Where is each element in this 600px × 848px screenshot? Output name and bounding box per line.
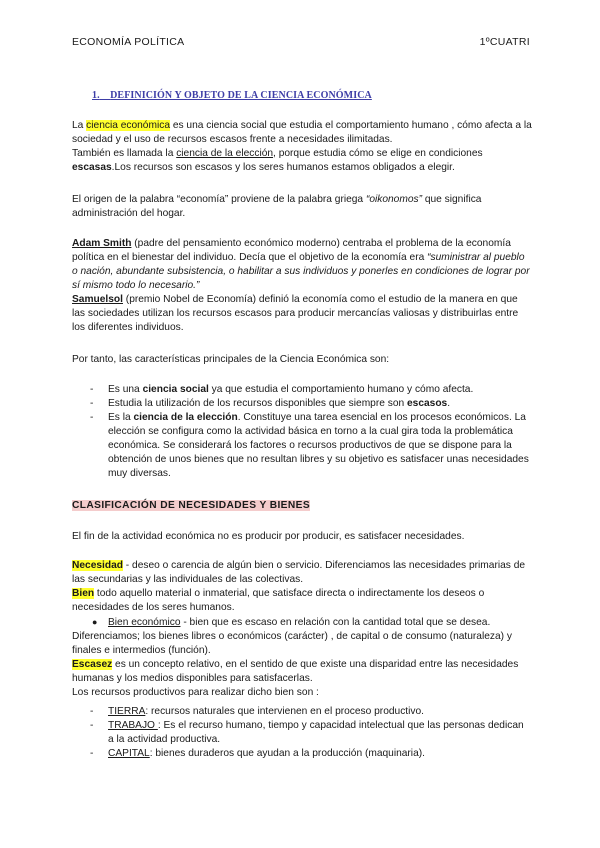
list-item: - Es una ciencia social ya que estudia el comportamiento humano y cómo afecta.	[72, 383, 532, 397]
paragraph-authors: Adam Smith (padre del pensamiento económico moderno) centraba el problema de la economía política en el bienestar del individuo. Decía que el objetivo de la economía era “suministrar al pueblo o nación, abundante subsistencia, o habilitar a sus individuos y ponerles en condiciones de lograr por sí mismo todo lo necesario.” Samuelsol (premio Nobel de Economía) definió la economía como el estudio de la manera en que las sociedades utilizan los recursos escasos para producir mercancías valiosas y distribuirlas entre los diferentes individuos.	[72, 238, 530, 333]
paragraph-scarcity: Diferenciamos; los bienes libres o económicos (carácter) , de capital o de consumo (naturaleza) y finales e intermedios (función). Escasez es un concepto relativo, en el sentido de que existe una disparidad entre las necesidades humanas y los medios disponibles para satisfacerlas. Los recursos productivos para realizar dicho bien son :	[72, 631, 519, 698]
paragraph-definition: La ciencia económica es una ciencia social que estudia el comportamiento humano , cómo afecta a la sociedad y el uso de recursos escasos frente a necesidades ilimitadas. También es llamada la ciencia de la elección, porque estudia cómo se elige en condiciones escasas.Los recursos son escasos y los seres humanos estamos obligados a elegir.	[72, 120, 532, 173]
characteristics-list	[72, 383, 532, 481]
section-1-number: 1.	[92, 90, 100, 101]
term-escasez: Escasez	[72, 659, 113, 670]
section-2-title: CLASIFICACIÓN DE NECESIDADES Y BIENES	[72, 500, 311, 511]
paragraph-needs-goods: Necesidad - deseo o carencia de algún bien o servicio. Diferenciamos las necesidades primarias de las secundarias y las individuales de las colectivas. Bien todo aquello material o inmaterial, que satisface directa o indirectamente los deseos o necesidades de los seres humanos.	[72, 560, 526, 613]
header-subject: ECONOMÍA POLÍTICA	[72, 36, 185, 48]
highlight-ciencia-economica: ciencia económica	[86, 120, 170, 131]
bullet-dot-icon: ●	[92, 617, 98, 627]
sub-item-bien-economico: Bien económico - bien que es escaso en relación con la cantidad total que se desea.	[108, 617, 491, 628]
paragraph-characteristics-intro: Por tanto, las características principales de la Ciencia Económica son:	[72, 354, 390, 365]
list-item: - TIERRA: recursos naturales que intervienen en el proceso productivo.	[72, 705, 532, 719]
section-1-title-text: DEFINICIÓN Y OBJETO DE LA CIENCIA ECONÓMICA	[110, 90, 372, 101]
paragraph-purpose: El fin de la actividad económica no es producir por producir, es satisfacer necesidades.	[72, 531, 465, 542]
list-item: - TRABAJO : Es el recurso humano, tiempo y capacidad intelectual que las personas dedican a la actividad productiva.	[72, 719, 532, 747]
paragraph-origin: El origen de la palabra “economía” proviene de la palabra griega “oikonomos” que significa administración del hogar.	[72, 194, 482, 219]
smith-quote: “suministrar al pueblo o nación, abundante subsistencia, o habilitar a sus individuos y ponerles en condiciones de lograr por sí mismo todo lo necesario.”	[72, 252, 530, 291]
author-samuelsol: Samuelsol	[72, 294, 123, 305]
underline-ciencia-eleccion: ciencia de la elección	[176, 148, 274, 159]
list-item: - CAPITAL: bienes duraderos que ayudan a la producción (maquinaria).	[72, 747, 532, 761]
header-term: 1ºCUATRI	[479, 36, 530, 48]
resources-list	[72, 705, 532, 761]
list-item: - Estudia la utilización de los recursos disponibles que siempre son escasos.	[72, 397, 532, 411]
author-adam-smith: Adam Smith	[72, 238, 132, 249]
term-necesidad: Necesidad	[72, 560, 123, 571]
term-bien: Bien	[72, 588, 95, 599]
list-item: - Es la ciencia de la elección. Constituye una tarea esencial en los procesos económicos. La elección se configura como la actividad básica en torno a la cual gira toda la problemática económica. Se considerará los factores o recursos productivos de que se dispone para la obtención de unos bienes que no resultan libres y su objetivo es satisfacer unas necesidades muy diversas.	[72, 411, 532, 481]
section-1-title	[92, 90, 372, 101]
